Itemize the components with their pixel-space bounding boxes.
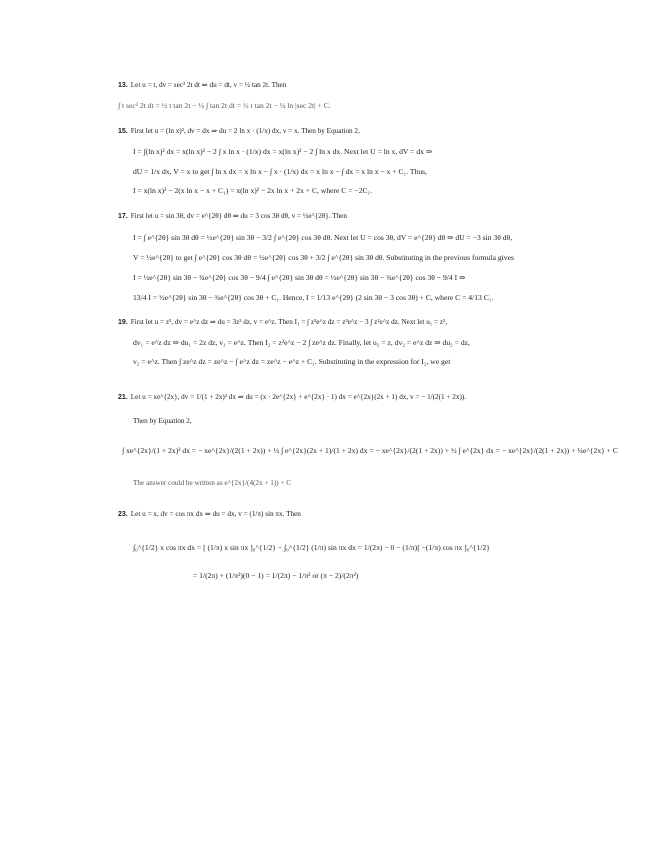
problem-text: ∫ xe^{2x}/(1 + 2x)² dx = − xe^{2x}/(2(1 + 2x)) + ½ ∫ e^{2x}(2x + 1)/(1 + 2x) dx = − xe^{2x}/(2(1 + 2x)) + ½ ∫ e^{2x} dx = − xe^{2x}/(2(1 + 2x)) + ¼e^{2x} + C: [122, 446, 618, 455]
problem-13-line-1: [118, 81, 286, 90]
problem-17-line-1: [118, 212, 347, 221]
problem-text: V = ½e^{2θ} to get ∫ e^{2θ} cos 3θ dθ = ½e^{2θ} cos 3θ + 3/2 ∫ e^{2θ} sin 3θ dθ. Substituting in the previous formula gives: [133, 253, 514, 262]
problem-number: 23.: [118, 511, 128, 518]
problem-number: 15.: [118, 128, 128, 135]
problem-text: = 1/(2π) + (1/π²)(0 − 1) = 1/(2π) − 1/π² or (π − 2)/(2π²): [193, 571, 359, 580]
problem-17-line-5: [133, 293, 493, 303]
problem-text: 13/4 I = ½e^{2θ} sin 3θ − ¾e^{2θ} cos 3θ + C₁. Hence, I = 1/13 e^{2θ} (2 sin 3θ − 3 cos 3θ) + C, where C = 4/13 C₁.: [133, 293, 494, 302]
problem-19-line-2: [133, 338, 470, 348]
problem-17-line-2: [133, 233, 512, 243]
problem-19-line-1: [118, 318, 447, 327]
problem-19-line-3: [133, 357, 450, 367]
problem-17-line-3: [133, 253, 514, 263]
problem-text: Let u = t, dv = sec² 2t dt ⇒ du = dt, v = ½ tan 2t. Then: [130, 81, 287, 89]
problem-15-line-3: [133, 167, 427, 177]
problem-23-line-1: [118, 510, 301, 519]
problem-text: I = x(ln x)² − 2(x ln x − x + C₁) = x(ln x)² − 2x ln x + 2x + C, where C = −2C₁.: [133, 186, 373, 195]
problem-text: dv₁ = e^z dz ⇒ du₁ = 2z dz, v₁ = e^z. Then I₂ = z²e^z − 2 ∫ ze^z dz. Finally, let u₂ = z, dv₂ = e^z dz ⇒ du₂ = dz,: [133, 338, 470, 347]
problem-text: First let u = (ln x)², dv = dx ⇒ du = 2 ln x · (1/x) dx, v = x. Then by Equation 2,: [130, 127, 360, 135]
problem-text: First let u = z³, dv = e^z dz ⇒ du = 3z² dz, v = e^z. Then I₁ = ∫ z³e^z dz = z³e^z − 3 ∫ z²e^z dz. Next let u₁ = z²,: [130, 318, 448, 326]
problem-21-line-2: [133, 417, 192, 426]
problem-text: The answer could be written as e^{2x}/(4(2x + 1)) + C: [133, 479, 292, 487]
problem-21-line-1: [118, 393, 466, 402]
problem-15-line-1: [118, 127, 360, 136]
problem-text: Let u = x, dv = cos πx dx ⇒ du = dx, v = (1/π) sin πx. Then: [130, 510, 301, 518]
problem-text: ∫₀^{1/2} x cos πx dx = [ (1/π) x sin πx ]₀^{1/2} − ∫₀^{1/2} (1/π) sin πx dx = 1/(2π) − 0 − (1/π)[ −(1/π) cos πx ]₀^{1/2}: [133, 543, 490, 552]
problem-text: I = ∫(ln x)² dx = x(ln x)² − 2 ∫ x ln x · (1/x) dx = x(ln x)² − 2 ∫ ln x dx. Next let U = ln x, dV = dx ⇒: [133, 147, 433, 156]
problem-15-line-4: [133, 186, 372, 196]
problem-number: 19.: [118, 319, 128, 326]
problem-number: 17.: [118, 213, 128, 220]
problem-text: First let u = sin 3θ, dv = e^{2θ} dθ ⇒ du = 3 cos 3θ dθ, v = ½e^{2θ}. Then: [130, 212, 347, 220]
problem-21-line-3: [122, 446, 618, 456]
problem-15-line-2: [133, 147, 432, 157]
problem-text: I = ½e^{2θ} sin 3θ − ¾e^{2θ} cos 3θ − 9/4 ∫ e^{2θ} sin 3θ dθ = ½e^{2θ} sin 3θ − ¾e^{2θ} cos 3θ − 9/4 I ⇒: [133, 273, 466, 282]
problem-text: Then by Equation 2,: [133, 417, 192, 425]
problem-text: I = ∫ e^{2θ} sin 3θ dθ = ½e^{2θ} sin 3θ − 3/2 ∫ e^{2θ} cos 3θ dθ. Next let U = cos 3θ, dV = e^{2θ} dθ ⇒ dU = −3 sin 3θ dθ,: [133, 233, 513, 242]
problem-13-line-2: [118, 101, 331, 111]
problem-number: 21.: [118, 394, 128, 401]
problem-21-line-4: [133, 479, 291, 488]
problem-text: Let u = xe^{2x}, dv = 1/(1 + 2x)² dx ⇒ du = (x · 2e^{2x} + e^{2x} · 1) dx = e^{2x}(2x + 1) dx, v = − 1/(2(1 + 2x)).: [130, 393, 467, 401]
problem-number: 13.: [118, 82, 128, 89]
problem-23-line-3: [193, 571, 358, 581]
problem-text: v₂ = e^z. Then ∫ ze^z dz = ze^z − ∫ e^z dz = ze^z − e^z + C₁. Substituting in the expression for I₂, we get: [133, 357, 451, 366]
problem-23-line-2: [133, 543, 490, 553]
problem-text: dU = 1/x dx, V = x to get ∫ ln x dx = x ln x − ∫ x · (1/x) dx = x ln x − ∫ dx = x ln x − x + C₁. Thus,: [133, 167, 428, 176]
problem-17-line-4: [133, 273, 465, 283]
problem-text: ∫ t sec² 2t dt = ½ t tan 2t − ½ ∫ tan 2t dt = ½ t tan 2t − ¼ ln |sec 2t| + C.: [118, 101, 331, 110]
